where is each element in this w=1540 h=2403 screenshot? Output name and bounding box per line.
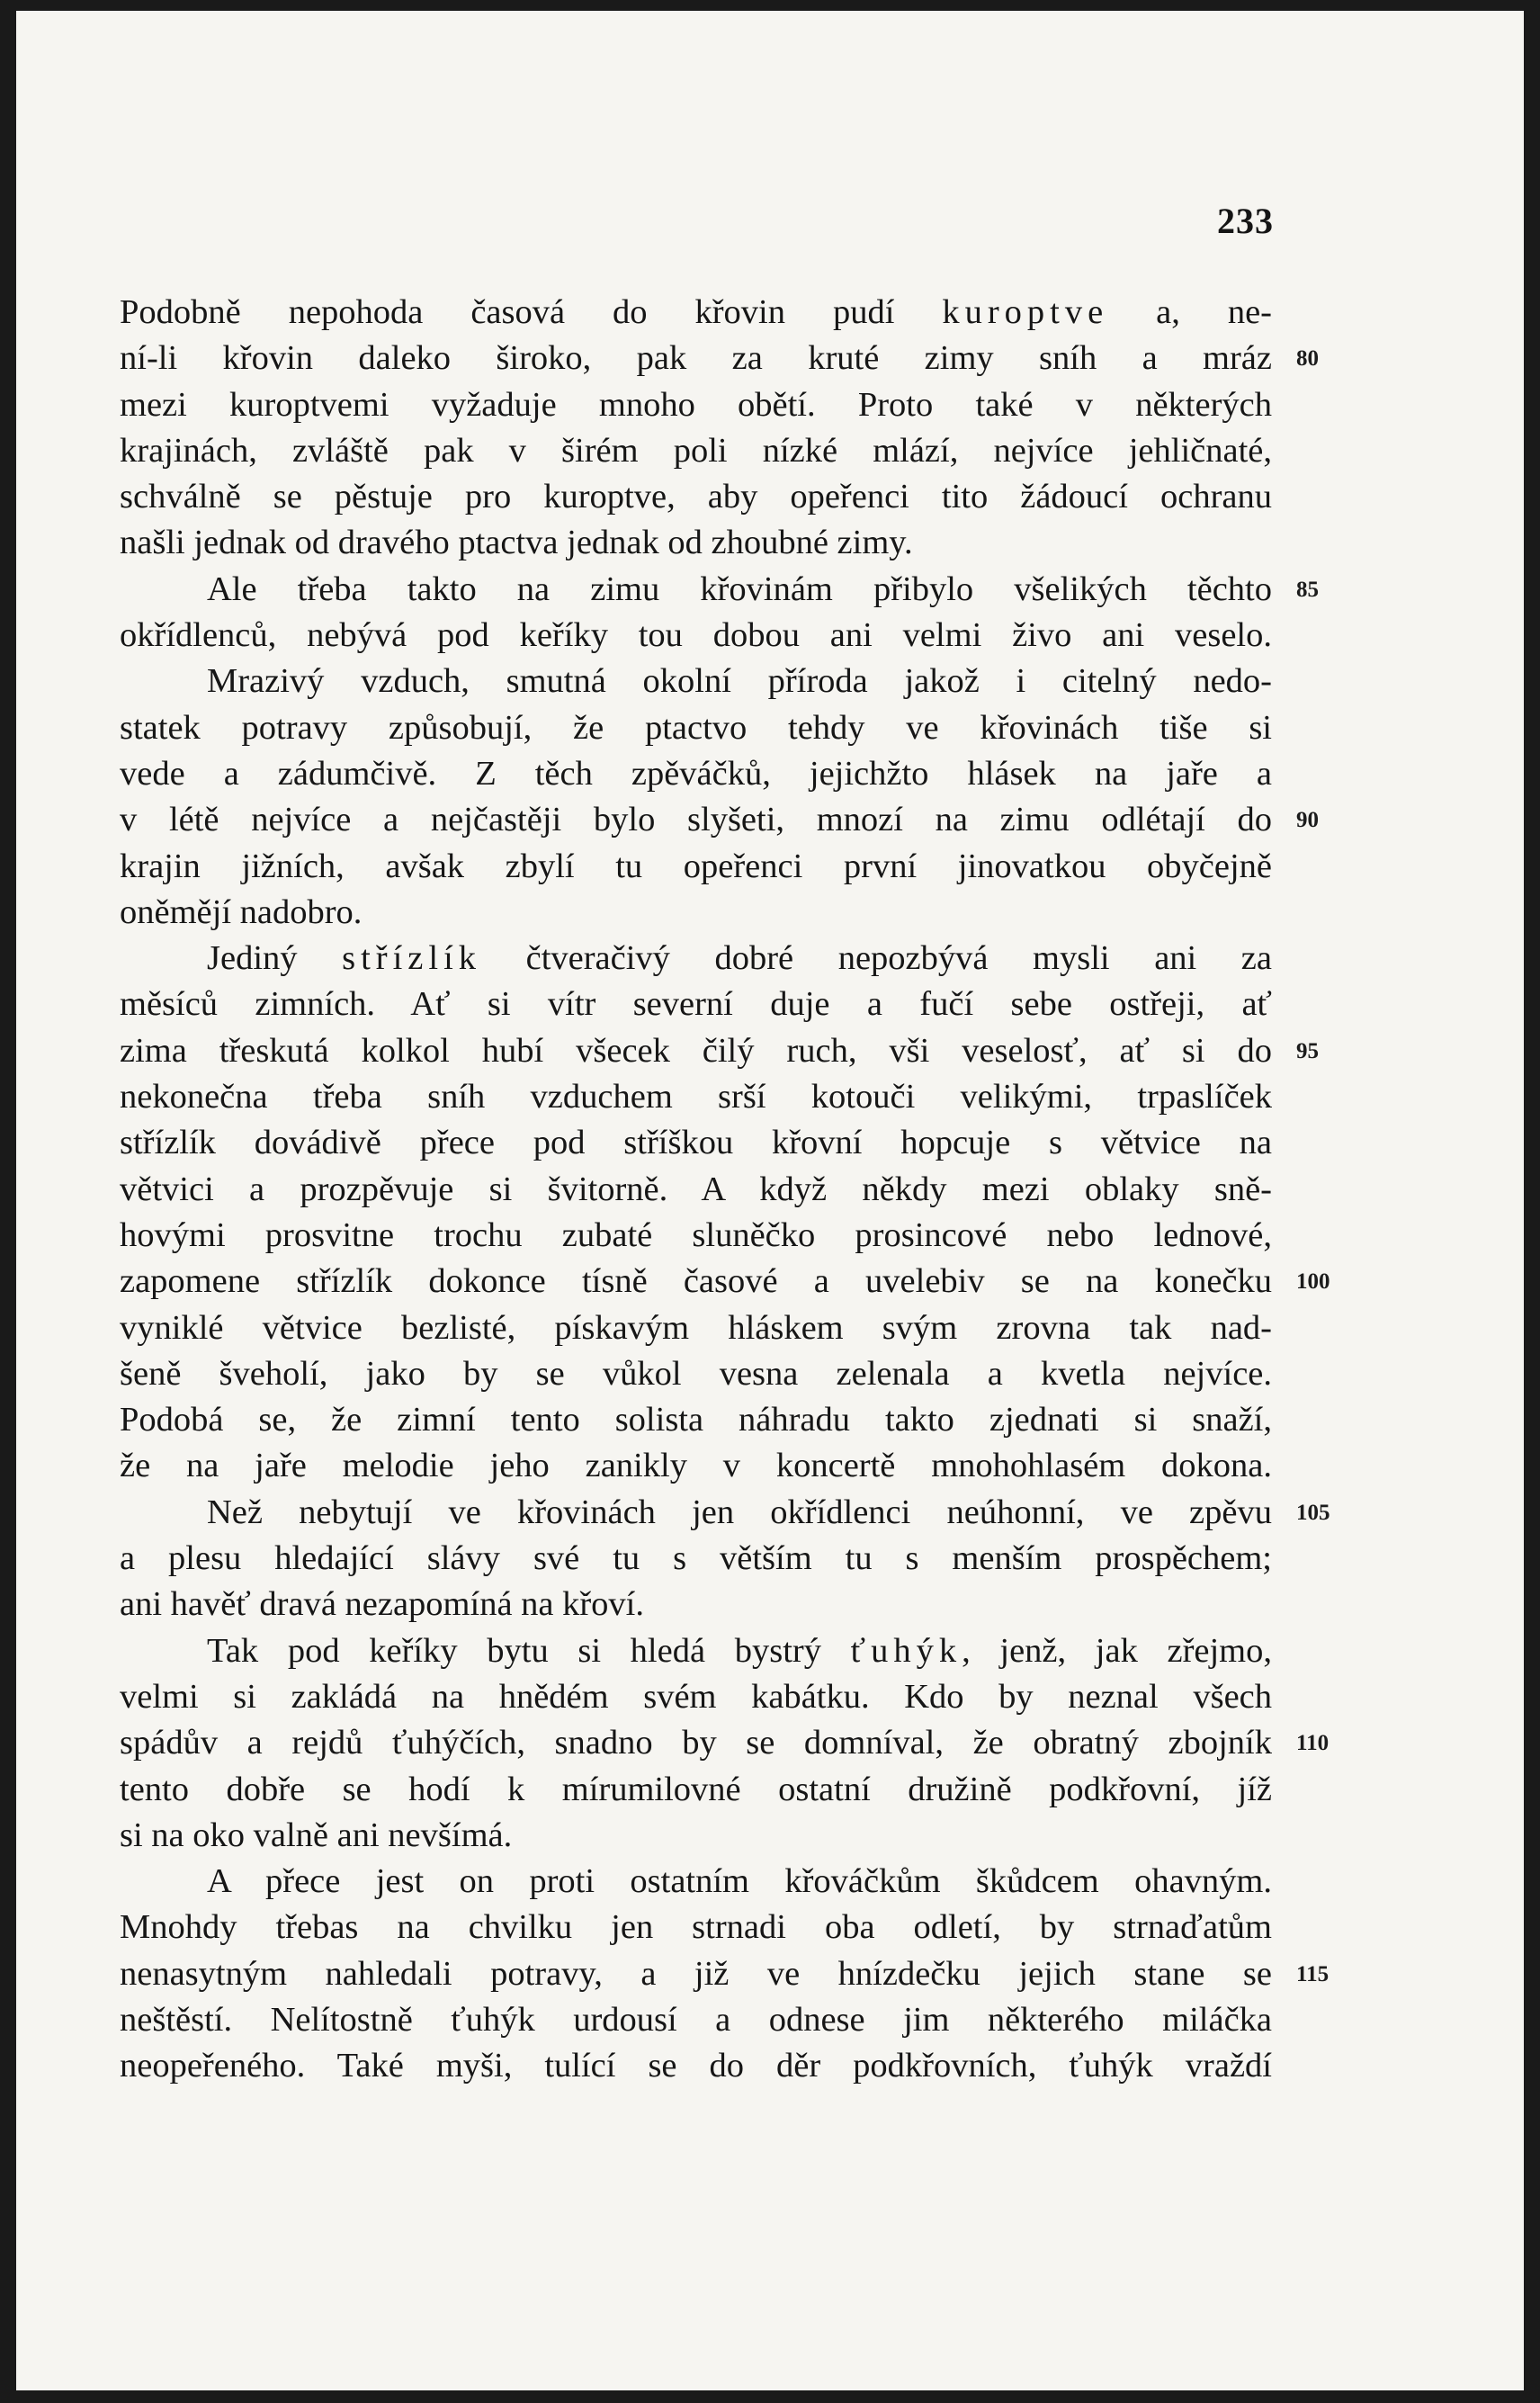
line-number-marker: 85 — [1296, 577, 1319, 602]
text-line: mezi kuroptvemi vyžaduje mnoho obětí. Proto také v některých — [120, 385, 1272, 424]
text-line: krajinách, zvláště pak v širém poli nízké mlází, nejvíce jehličnaté, — [120, 431, 1272, 470]
text-line: Ale třeba takto na zimu křovinám přibylo všelikých těchto 85 — [120, 567, 1272, 613]
page-number: 233 — [1217, 201, 1274, 241]
text-line: zapomene střízlík dokonce tísně časové a uvelebiv se na konečku 100 — [120, 1259, 1272, 1305]
text-line: nekonečna třeba sníh vzduchem srší kotouči velikými, trpaslíček — [120, 1078, 1272, 1116]
text-line: Než nebytují ve křovinách jen okřídlenci neúhonní, ve zpěvu 105 — [120, 1490, 1272, 1536]
text-line: našli jednak od dravého ptactva jednak od zhoubné zimy. — [120, 524, 913, 562]
text-line: ní-li křovin daleko široko, pak za kruté zimy sníh a mráz 80 — [120, 336, 1272, 381]
text-line: Mnohdy třebas na chvilku jen strnadi oba odletí, by strnaďatům — [120, 1908, 1272, 1947]
line-number-marker: 80 — [1296, 346, 1319, 372]
text-line: A přece jest on proti ostatním křováčkům škůdcem ohavným. — [207, 1862, 1272, 1901]
text-line: Tak pod keříky bytu si hledá bystrý ťuhýk, jenž, jak zřejmo, — [207, 1631, 1272, 1670]
line-number-marker: 110 — [1296, 1731, 1330, 1756]
line-number-marker: 105 — [1296, 1500, 1330, 1525]
text-line: nenasytným nahledali potravy, a již ve hnízdečku jejich stane se 115 — [120, 1951, 1272, 1997]
line-number-marker: 115 — [1296, 1961, 1330, 1986]
text-line: ani havěť dravá nezapomíná na křoví. — [120, 1585, 645, 1624]
text-line: střízlík dovádivě přece pod stříškou křovní hopcuje s větvice na — [120, 1124, 1272, 1162]
text-line: tento dobře se hodí k mírumilovné ostatní družině podkřovní, jíž — [120, 1770, 1272, 1808]
text-line: neopeřeného. Také myši, tulící se do děr podkřovních, ťuhýk vraždí — [120, 2047, 1272, 2085]
text-line: a plesu hledající slávy své tu s větším tu s menším prospěchem; — [120, 1539, 1272, 1578]
text-line: schválně se pěstuje pro kuroptve, aby opeřenci tito žádoucí ochranu — [120, 478, 1272, 516]
line-number-marker: 100 — [1296, 1269, 1330, 1295]
text-line: větvici a prozpěvuje si švitorně. A když někdy mezi oblaky sně- — [120, 1170, 1272, 1208]
text-line: vyniklé větvice bezlisté, pískavým hláskem svým zrovna tak nad- — [120, 1308, 1272, 1347]
text-line: měsíců zimních. Ať si vítr severní duje a fučí sebe ostřeji, ať — [120, 985, 1272, 1024]
text-line: šeně šveholí, jako by se vůkol vesna zelenala a kvetla nejvíce. — [120, 1354, 1272, 1393]
spaced-term: kuroptve — [942, 293, 1109, 331]
text-line: si na oko valně ani nevšímá. — [120, 1816, 513, 1854]
text-line: okřídlenců, nebývá pod keříky tou dobou ani velmi živo ani veselo. — [120, 616, 1272, 655]
text-line: že na jaře melodie jeho zanikly v koncertě mnohohlasém dokona. — [120, 1447, 1272, 1485]
line-number-marker: 95 — [1296, 1038, 1319, 1063]
spaced-term: střízlík — [342, 939, 482, 978]
text-line: krajin jižních, avšak zbylí tu opeřenci první jinovatkou obyčejně — [120, 847, 1272, 885]
book-page — [16, 11, 1524, 2390]
text-line: spádův a rejdů ťuhýčích, snadno by se domníval, že obratný zbojník 110 — [120, 1720, 1272, 1766]
text-line: vede a zádumčivě. Z těch zpěváčků, jejichžto hlásek na jaře a — [120, 754, 1272, 793]
text-line: neštěstí. Nelítostně ťuhýk urdousí a odnese jim některého miláčka — [120, 2000, 1272, 2039]
text-line: statek potravy způsobují, že ptactvo tehdy ve křovinách tiše si — [120, 708, 1272, 747]
text-line: hovými prosvitne trochu zubaté sluněčko prosincové nebo lednové, — [120, 1215, 1272, 1254]
text-line: Podobně nepohoda časová do křovin pudí kuroptve a, ne- — [120, 293, 1272, 331]
text-line: v létě nejvíce a nejčastěji bylo slyšeti, mnozí na zimu odlétají do 90 — [120, 797, 1272, 843]
text-line: velmi si zakládá na hnědém svém kabátku. Kdo by neznal všech — [120, 1677, 1272, 1716]
text-line: zima třeskutá kolkol hubí všecek čilý ruch, vši veselosť, ať si do 95 — [120, 1028, 1272, 1074]
body-text — [120, 290, 1330, 2090]
text-line: Mrazivý vzduch, smutná okolní příroda jakož i citelný nedo- — [207, 662, 1272, 701]
line-number-marker: 90 — [1296, 808, 1319, 833]
text-line: Jediný střízlík čtveračivý dobré nepozbývá mysli ani za — [207, 939, 1272, 978]
text-line: Podobá se, že zimní tento solista náhradu takto zjednati si snaží, — [120, 1401, 1272, 1439]
text-line: oněmějí nadobro. — [120, 892, 363, 931]
spaced-term: ťuhýk — [850, 1631, 962, 1670]
